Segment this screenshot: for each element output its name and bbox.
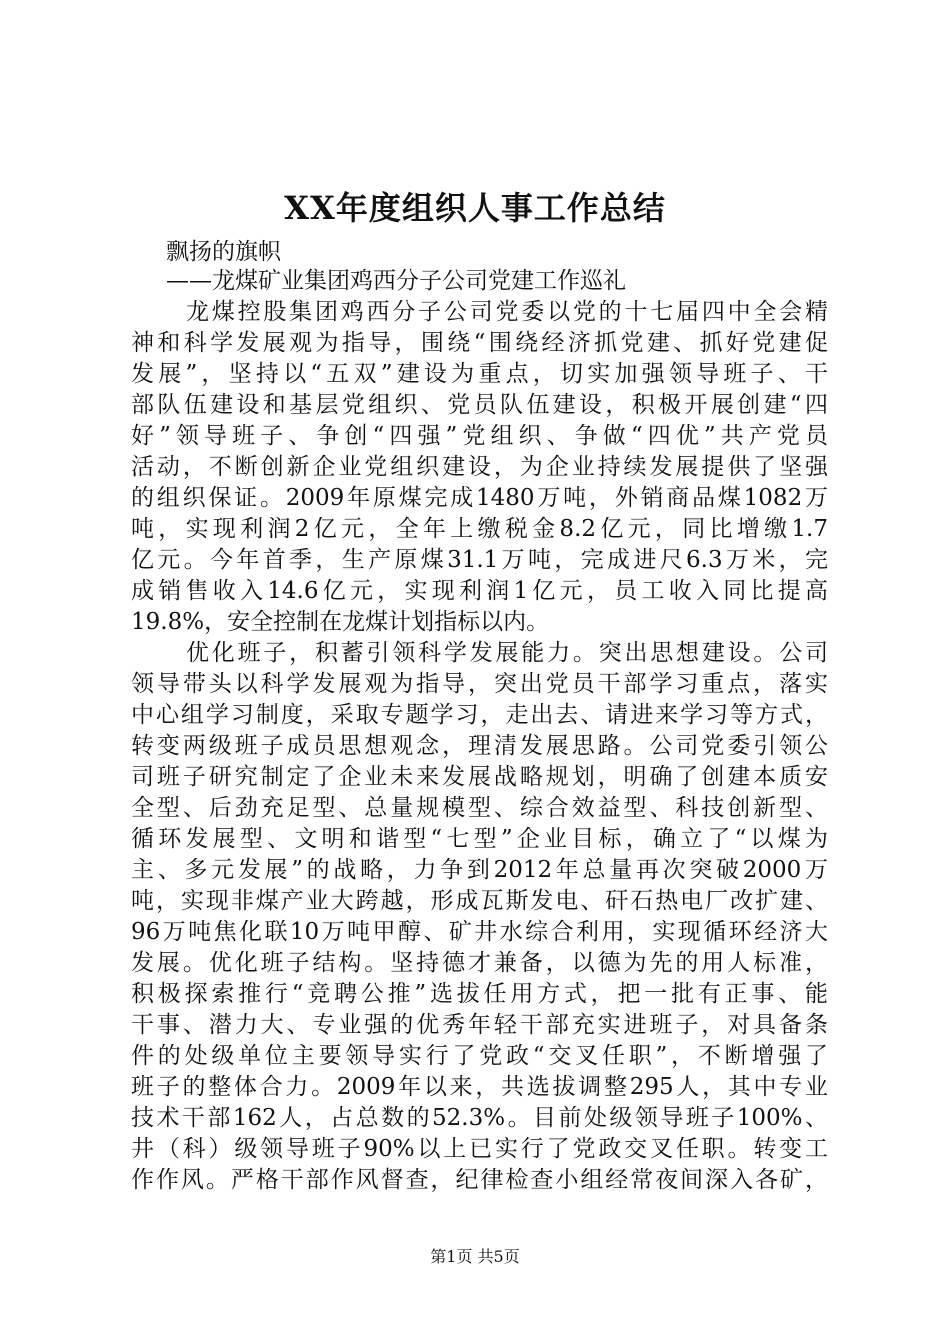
body-line: 循环发展型、文明和谐型“七型”企业目标，确立了“以煤为 (131, 826, 828, 852)
body-line: 活动，不断创新企业党组织建设，为企业持续发展提供了坚强 (131, 454, 828, 480)
body-line: 部队伍建设和基层党组织、党员队伍建设，积极开展创建“四 (131, 392, 828, 418)
byline: ——龙煤矿业集团鸡西分子公司党建工作巡礼 (166, 268, 626, 294)
body-line: 作作风。严格干部作风督查，纪律检查小组经常夜间深入各矿， (131, 1167, 828, 1193)
body-line: 干事、潜力大、专业强的优秀年轻干部充实进班子，对具备条 (131, 1012, 828, 1038)
body-line: 吨，实现非煤产业大跨越，形成瓦斯发电、矸石热电厂改扩建、 (131, 888, 828, 914)
body-line: 件的处级单位主要领导实行了党政“交叉任职”，不断增强了 (131, 1043, 828, 1069)
body-line: 中心组学习制度，采取专题学习，走出去、请进来学习等方式， (131, 702, 828, 728)
body-line: 龙煤控股集团鸡西分子公司党委以党的十七届四中全会精 (186, 299, 828, 325)
document-title: XX年度组织人事工作总结 (284, 189, 666, 227)
body-line: 96万吨焦化联10万吨甲醇、矿井水综合利用，实现循环经济大 (131, 919, 828, 945)
body-line: 井（科）级领导班子90%以上已实行了党政交叉任职。转变工 (131, 1136, 828, 1162)
body-line: 吨，实现利润2亿元，全年上缴税金8.2亿元，同比增缴1.7 (131, 516, 828, 542)
body-line: 好”领导班子、争创“四强”党组织、争做“四优”共产党员 (131, 423, 828, 449)
body-line: 技术干部162人，占总数的52.3%。目前处级领导班子100%、 (131, 1105, 828, 1131)
body-line: 主、多元发展”的战略，力争到2012年总量再次突破2000万 (131, 857, 828, 883)
body-line: 全型、后劲充足型、总量规模型、综合效益型、科技创新型、 (131, 795, 828, 821)
body-line: 转变两级班子成员思想观念，理清发展思路。公司党委引领公 (131, 733, 828, 759)
body-line: 的组织保证。2009年原煤完成1480万吨，外销商品煤1082万 (131, 485, 828, 511)
body-line: 领导带头以科学发展观为指导，突出党员干部学习重点，落实 (131, 671, 828, 697)
body-line: 班子的整体合力。2009年以来，共选拔调整295人，其中专业 (131, 1074, 828, 1100)
body-line: 亿元。今年首季，生产原煤31.1万吨，完成进尺6.3万米，完 (131, 547, 828, 573)
body-line: 积极探索推行“竞聘公推”选拔任用方式，把一批有正事、能 (131, 981, 828, 1007)
subtitle: 飘扬的旗帜 (166, 239, 281, 265)
body-line: 优化班子，积蓄引领科学发展能力。突出思想建设。公司 (186, 640, 828, 666)
body-line: 发展”，坚持以“五双”建设为重点，切实加强领导班子、干 (131, 361, 828, 387)
page-footer: 第1页 共5页 (430, 1247, 520, 1266)
body-line: 发展。优化班子结构。坚持德才兼备，以德为先的用人标准， (131, 950, 828, 976)
body-line: 司班子研究制定了企业未来发展战略规划，明确了创建本质安 (131, 764, 828, 790)
body-line: 19.8%，安全控制在龙煤计划指标以内。 (131, 609, 550, 635)
body-line: 成销售收入14.6亿元，实现利润1亿元，员工收入同比提高 (131, 578, 828, 604)
body-line: 神和科学发展观为指导，围绕“围绕经济抓党建、抓好党建促 (131, 330, 828, 356)
